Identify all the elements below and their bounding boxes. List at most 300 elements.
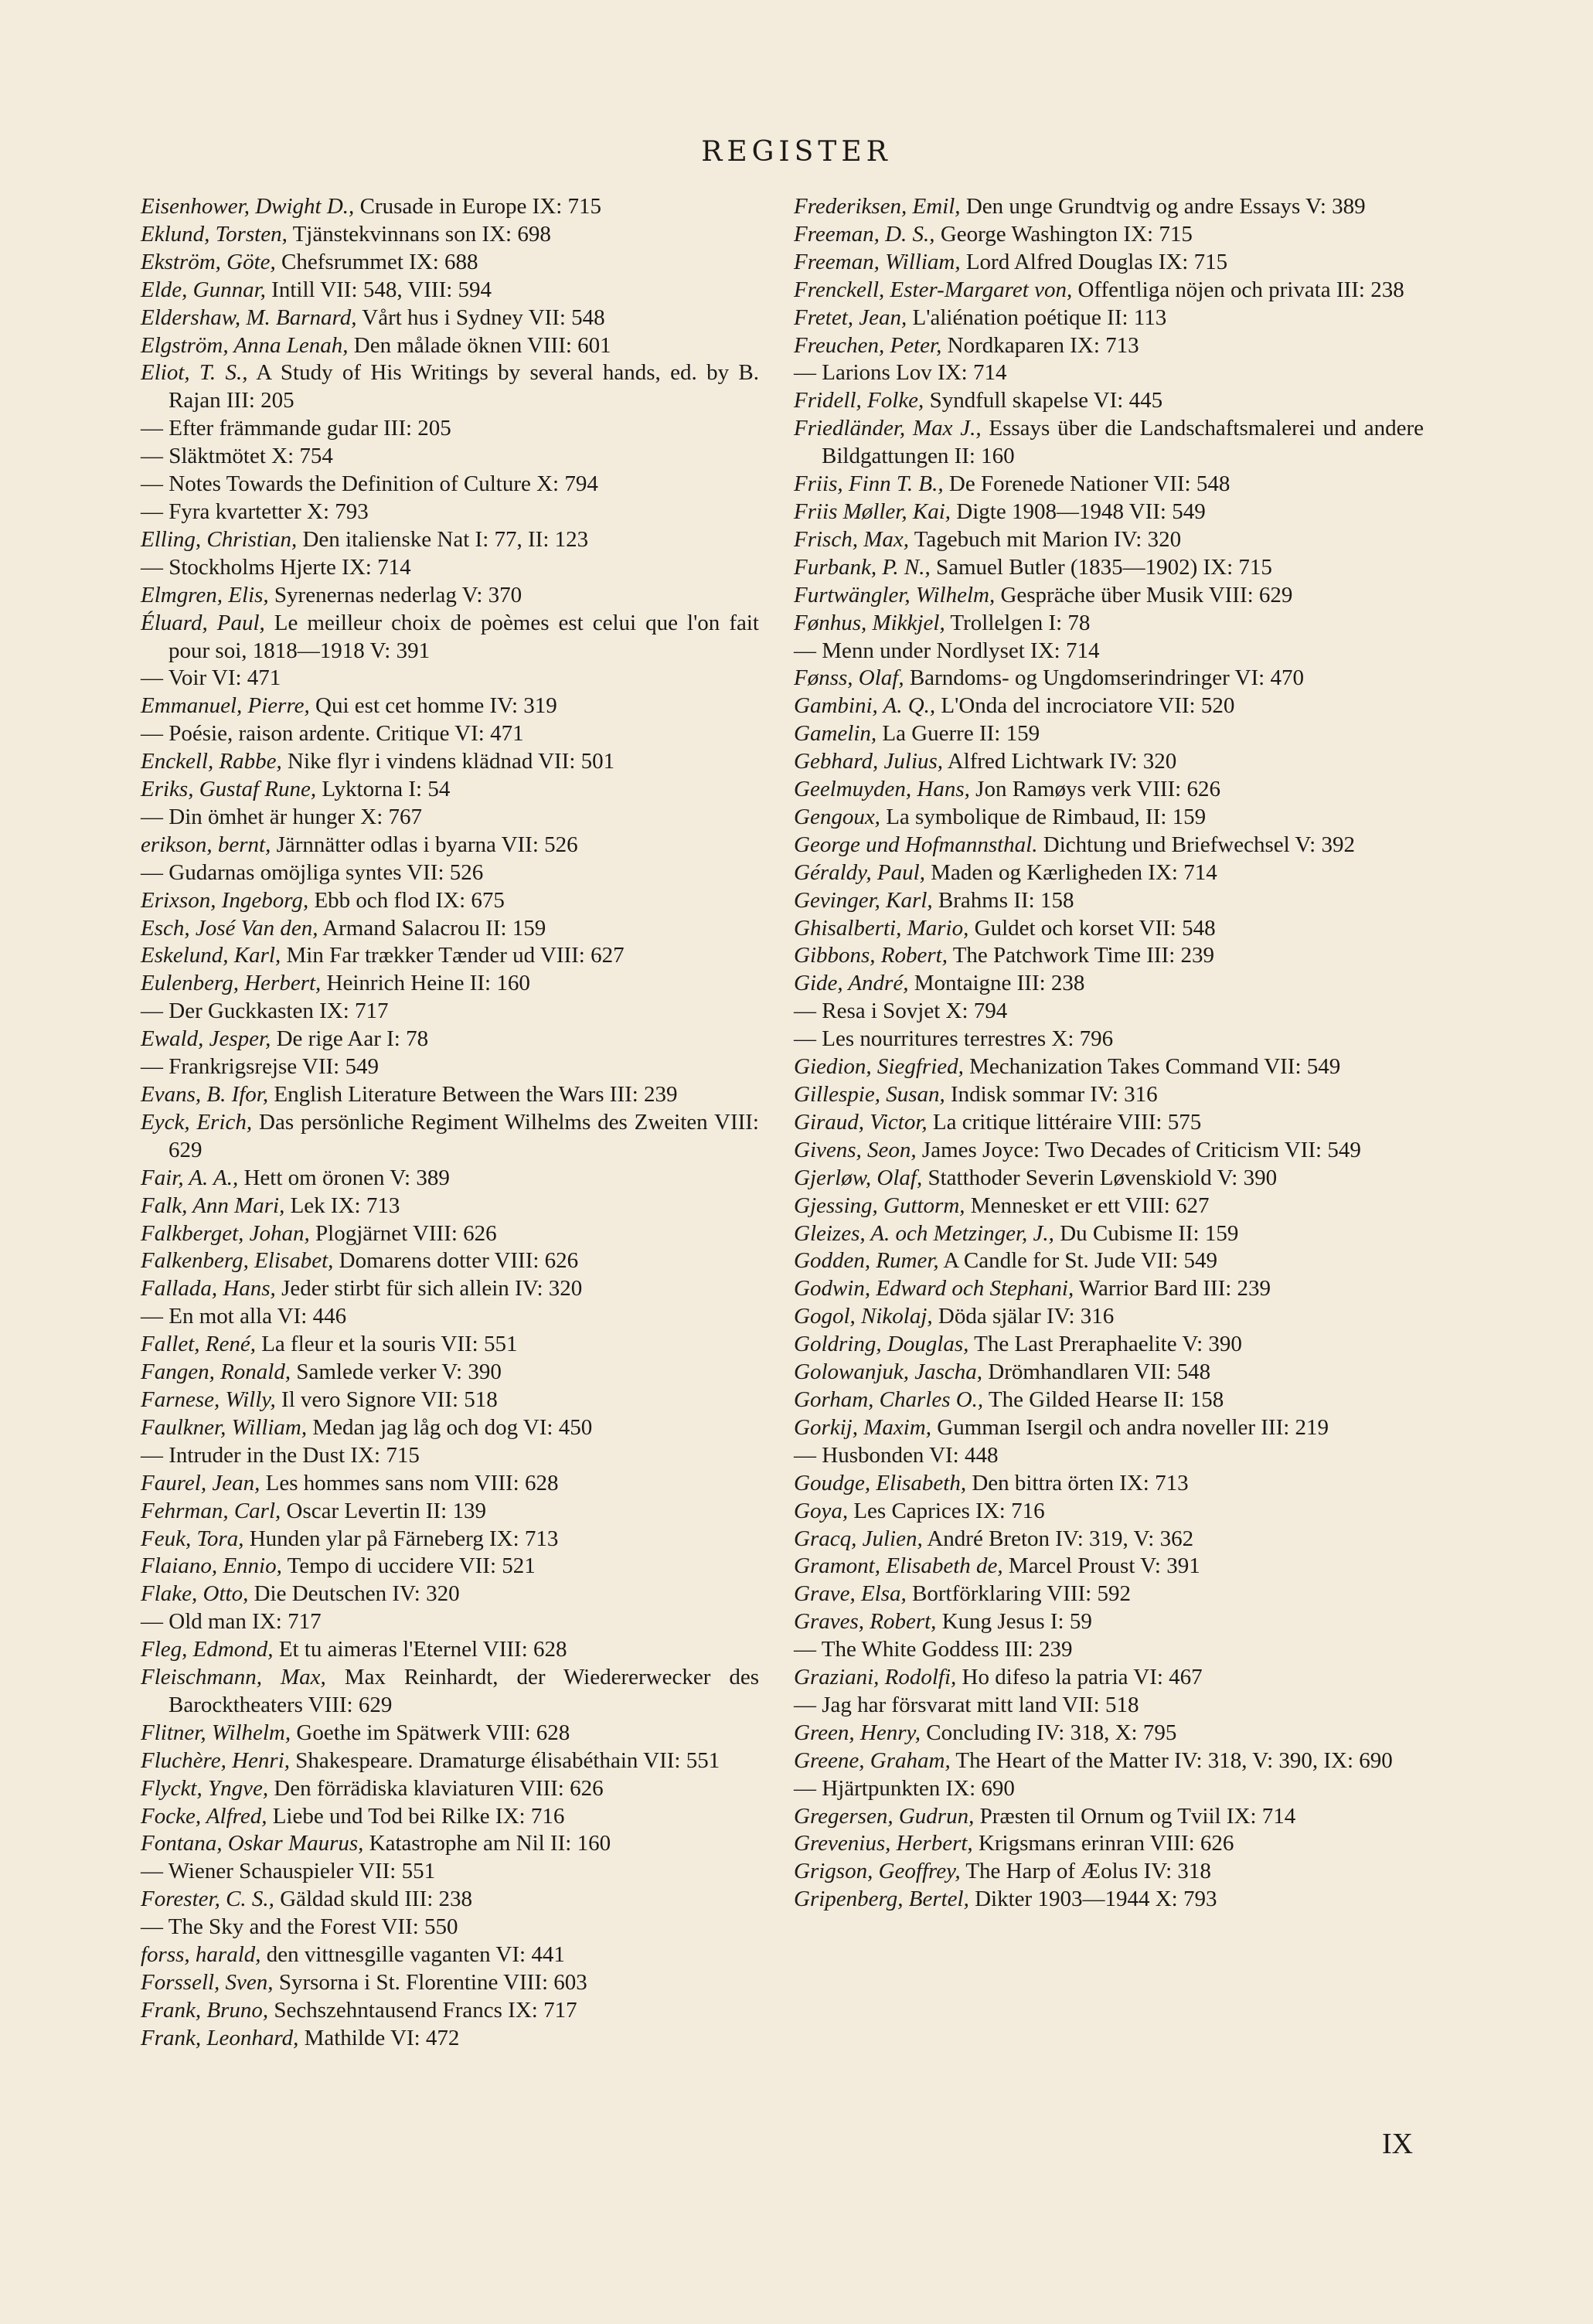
index-entry — [794, 638, 1424, 665]
entry-author: Gengoux, — [794, 804, 880, 829]
entry-title: James Joyce: Two Decades of Criticism VII: 549 — [916, 1137, 1361, 1162]
entry-title: Syrenernas nederlag V: 370 — [268, 582, 522, 607]
index-entry — [794, 1830, 1424, 1858]
index-entry — [794, 610, 1424, 638]
entry-title: La Guerre II: 159 — [876, 721, 1040, 747]
index-entry — [794, 554, 1424, 582]
index-entry — [141, 1498, 759, 1526]
entry-title: A Study of His Writings by several hands, ed. by B. Rajan III: 205 — [168, 360, 759, 413]
index-entry — [794, 526, 1424, 554]
index-entry — [141, 1941, 759, 1969]
entry-author: Eyck, Erich, — [141, 1109, 253, 1135]
entry-author: Friis, Finn T. B., — [794, 471, 944, 497]
entry-title: Katastrophe am Nil II: 160 — [363, 1831, 611, 1856]
entry-title: Döda själar IV: 316 — [932, 1304, 1115, 1329]
entry-title: Intill VII: 548, VIII: 594 — [265, 277, 492, 302]
entry-title: Plogjärnet VIII: 626 — [309, 1220, 497, 1246]
entry-author: Grigson, Geoffrey, — [794, 1859, 961, 1884]
index-entry — [141, 1775, 759, 1803]
index-entry — [141, 665, 759, 692]
entry-author: Giedion, Siegfried, — [794, 1054, 964, 1080]
index-entry — [141, 692, 759, 720]
index-entry — [794, 1193, 1424, 1220]
entry-title: Nike flyr i vindens klädnad VII: 501 — [281, 749, 615, 774]
entry-title: Heinrich Heine II: 160 — [321, 971, 530, 996]
index-entry — [141, 859, 759, 887]
entry-author: Falkberget, Johan, — [141, 1220, 310, 1246]
entry-title: The Heart of the Matter IV: 318, V: 390, IX: 690 — [950, 1747, 1393, 1773]
index-entry — [141, 443, 759, 471]
entry-title: Järnnätter odlas i byarna VII: 526 — [271, 832, 578, 857]
entry-author: Frank, Leonhard, — [141, 2025, 299, 2050]
index-entry — [141, 1081, 759, 1109]
entry-author: Fleischmann, Max, — [141, 1665, 326, 1690]
entry-title: Barndoms- og Ungdomserindringer VI: 470 — [904, 665, 1304, 691]
entry-author: Frank, Bruno, — [141, 1997, 269, 2023]
entry-title: — Der Guckkasten IX: 717 — [141, 999, 389, 1024]
index-entry — [794, 915, 1424, 943]
index-entry — [794, 1414, 1424, 1442]
entry-title: Den italienske Nat I: 77, II: 123 — [297, 526, 589, 552]
entry-title: De Forenede Nationer VII: 548 — [943, 471, 1230, 497]
entry-author: Gide, André, — [794, 971, 909, 996]
entry-author: Elgström, Anna Lenah, — [141, 332, 349, 358]
entry-author: Friedländer, Max J., — [794, 416, 982, 441]
index-entry — [141, 1026, 759, 1053]
index-entry — [794, 1858, 1424, 1886]
entry-author: Elde, Gunnar, — [141, 277, 266, 302]
index-entry — [141, 1165, 759, 1193]
index-entry — [141, 193, 759, 221]
entry-title: Samlede verker V: 390 — [291, 1359, 502, 1385]
entry-title: Krigsmans erinran VIII: 626 — [972, 1831, 1234, 1856]
entry-author: Gracq, Julien, — [794, 1526, 923, 1551]
index-entry — [794, 720, 1424, 748]
entry-title: — Voir VI: 471 — [141, 665, 281, 691]
entry-author: Frisch, Max, — [794, 526, 909, 552]
entry-author: Gibbons, Robert, — [794, 943, 948, 968]
entry-title: Samuel Butler (1835—1902) IX: 715 — [930, 554, 1272, 580]
index-entry — [794, 1803, 1424, 1831]
entry-title: Guldet och korset VII: 548 — [968, 915, 1216, 941]
entry-author: Ekström, Göte, — [141, 249, 276, 274]
entry-title: Les Caprices IX: 716 — [848, 1498, 1045, 1523]
entry-title: Domarens dotter VIII: 626 — [333, 1248, 579, 1274]
entry-title: Oscar Levertin II: 139 — [281, 1498, 486, 1523]
entry-title: Syndfull skapelse VI: 445 — [924, 388, 1163, 413]
index-entry — [141, 776, 759, 804]
index-entry — [141, 998, 759, 1026]
entry-title: Max Reinhardt, der Wiedererwecker des Barocktheaters VIII: 629 — [168, 1665, 759, 1717]
index-entry — [141, 1359, 759, 1387]
index-entry — [794, 1886, 1424, 1914]
index-entry — [794, 1636, 1424, 1664]
index-entry — [141, 942, 759, 970]
index-entry — [794, 1247, 1424, 1275]
entry-title: La fleur et la souris VII: 551 — [255, 1332, 518, 1357]
entry-title: Den bittra örten IX: 713 — [966, 1470, 1189, 1495]
entry-title: Armand Salacrou II: 159 — [318, 915, 546, 941]
entry-title: Dichtung und Briefwechsel V: 392 — [1037, 832, 1355, 857]
entry-author: Ewald, Jesper, — [141, 1026, 271, 1052]
index-entry — [141, 1969, 759, 1997]
entry-title: Ho difeso la patria VI: 467 — [956, 1665, 1203, 1690]
entry-title: — Efter främmande gudar III: 205 — [141, 416, 451, 441]
index-entry — [141, 1275, 759, 1303]
entry-title: Statthoder Severin Løvenskiold V: 390 — [922, 1165, 1278, 1190]
entry-author: Eulenberg, Herbert, — [141, 971, 322, 996]
index-entry — [794, 471, 1424, 498]
entry-title: — Din ömhet är hunger X: 767 — [141, 804, 423, 829]
index-entry — [794, 387, 1424, 415]
entry-title: — Fyra kvartetter X: 793 — [141, 498, 369, 524]
entry-author: Gamelin, — [794, 721, 877, 747]
entry-author: Faulkner, William, — [141, 1414, 308, 1440]
entry-title: The Harp of Æolus IV: 318 — [960, 1859, 1211, 1884]
entry-author: Fønss, Olaf, — [794, 665, 904, 691]
index-entry — [141, 359, 759, 415]
index-entry — [141, 1220, 759, 1248]
entry-author: Givens, Seon, — [794, 1137, 917, 1162]
entry-title: Maden og Kærligheden IX: 714 — [924, 859, 1217, 885]
entry-title: Lyktorna I: 54 — [316, 777, 451, 802]
entry-author: Freeman, D. S., — [794, 221, 935, 247]
index-entry — [794, 582, 1424, 610]
entry-title: Die Deutschen IV: 320 — [248, 1581, 460, 1607]
index-entry — [141, 1664, 759, 1720]
entry-author: Eklund, Torsten, — [141, 221, 288, 247]
entry-title: L'Onda del incrociatore VII: 520 — [935, 693, 1235, 719]
entry-author: Fønhus, Mikkjel, — [794, 610, 945, 635]
entry-title: Hunden ylar på Färneberg IX: 713 — [243, 1526, 559, 1551]
entry-author: Eskelund, Karl, — [141, 943, 281, 968]
entry-title: Das persönliche Regiment Wilhelms des Zweiten VIII: 629 — [168, 1109, 759, 1162]
index-entry — [141, 1526, 759, 1553]
entry-title: — Notes Towards the Definition of Culture X: 794 — [141, 471, 598, 497]
entry-title: — Wiener Schauspieler VII: 551 — [141, 1859, 436, 1884]
entry-title: — Husbonden VI: 448 — [794, 1442, 999, 1468]
entry-title: Præsten til Ornum og Tviil IX: 714 — [974, 1803, 1296, 1829]
index-entry — [141, 1247, 759, 1275]
entry-author: Fontana, Oskar Maurus, — [141, 1831, 364, 1856]
entry-author: Fallada, Hans, — [141, 1276, 276, 1302]
entry-author: Emmanuel, Pierre, — [141, 693, 310, 719]
index-entry — [794, 1331, 1424, 1359]
index-column-right — [794, 193, 1424, 1914]
entry-title: Et tu aimeras l'Eternel VIII: 628 — [273, 1637, 567, 1662]
entry-author: Gogol, Nikolaj, — [794, 1304, 933, 1329]
entry-author: Geelmuyden, Hans, — [794, 777, 970, 802]
entry-author: Gjessing, Guttorm, — [794, 1193, 965, 1218]
index-entry — [141, 970, 759, 998]
index-entry — [141, 277, 759, 305]
entry-author: Greene, Graham, — [794, 1747, 951, 1773]
entry-title: Lek IX: 713 — [284, 1193, 400, 1218]
index-entry — [794, 970, 1424, 998]
entry-title: — Släktmötet X: 754 — [141, 444, 333, 469]
index-entry — [794, 1137, 1424, 1165]
index-entry — [794, 1359, 1424, 1387]
entry-title: Montaigne III: 238 — [908, 971, 1085, 996]
index-entry — [141, 305, 759, 332]
entry-author: Giraud, Victor, — [794, 1109, 928, 1135]
index-entry — [794, 832, 1424, 859]
entry-author: Eriks, Gustaf Rune, — [141, 777, 317, 802]
index-entry — [141, 1414, 759, 1442]
entry-title: Shakespeare. Dramaturge élisabéthain VII: 551 — [290, 1747, 720, 1773]
entry-title: Qui est cet homme IV: 319 — [309, 693, 557, 719]
entry-title: Drömhandlaren VII: 548 — [982, 1359, 1211, 1385]
index-entry — [141, 832, 759, 859]
entry-title: Medan jag låg och dog VI: 450 — [307, 1414, 593, 1440]
entry-title: Liebe und Tod bei Rilke IX: 716 — [267, 1803, 565, 1829]
index-entry — [794, 1109, 1424, 1137]
index-entry — [794, 942, 1424, 970]
index-entry — [141, 720, 759, 748]
index-entry — [794, 1608, 1424, 1636]
entry-title: Crusade in Europe IX: 715 — [354, 194, 602, 219]
index-entry — [141, 1387, 759, 1414]
index-entry — [794, 998, 1424, 1026]
entry-title: Goethe im Spätwerk VIII: 628 — [291, 1720, 570, 1745]
entry-title: L'aliénation poétique II: 113 — [907, 305, 1167, 330]
entry-title: André Breton IV: 319, V: 362 — [922, 1526, 1194, 1551]
entry-title: Du Cubisme II: 159 — [1053, 1220, 1239, 1246]
entry-title: Tjänstekvinnans son IX: 698 — [287, 221, 551, 247]
index-entry — [794, 1275, 1424, 1303]
entry-title: De rige Aar I: 78 — [271, 1026, 429, 1052]
entry-title: — Menn under Nordlyset IX: 714 — [794, 638, 1100, 663]
index-entry — [794, 1081, 1424, 1109]
entry-author: Farnese, Willy, — [141, 1387, 276, 1412]
index-entry — [794, 498, 1424, 526]
entry-title: — Resa i Sovjet X: 794 — [794, 999, 1008, 1024]
index-entry — [141, 1747, 759, 1775]
entry-title: — En mot alla VI: 446 — [141, 1304, 347, 1329]
entry-title: Den målade öknen VIII: 601 — [348, 332, 611, 358]
entry-author: Gillespie, Susan, — [794, 1082, 945, 1107]
index-entry — [794, 1720, 1424, 1747]
entry-author: Falkenberg, Elisabet, — [141, 1248, 334, 1274]
entry-author: Godwin, Edward och Stephani, — [794, 1276, 1074, 1302]
index-entry — [141, 1720, 759, 1747]
entry-title: Vårt hus i Sydney VII: 548 — [356, 305, 605, 330]
entry-author: Fehrman, Carl, — [141, 1498, 281, 1523]
index-entry — [794, 1553, 1424, 1581]
index-entry — [794, 1442, 1424, 1470]
entry-title: — Larions Lov IX: 714 — [794, 360, 1007, 386]
entry-title: Alfred Lichtwark IV: 320 — [943, 749, 1177, 774]
entry-author: Graziani, Rodolfi, — [794, 1665, 957, 1690]
entry-author: Freuchen, Peter, — [794, 332, 942, 358]
index-entry — [794, 1470, 1424, 1498]
entry-author: forss, harald, — [141, 1942, 261, 1968]
entry-author: Fallet, René, — [141, 1332, 256, 1357]
entry-author: Evans, B. Ifor, — [141, 1082, 269, 1107]
entry-title: — Jag har försvarat mitt land VII: 518 — [794, 1692, 1139, 1717]
entry-title: La symbolique de Rimbaud, II: 159 — [880, 804, 1207, 829]
index-entry — [141, 915, 759, 943]
index-entry — [794, 221, 1424, 249]
entry-title: The Gilded Hearse II: 158 — [983, 1387, 1224, 1412]
entry-title: Bortförklaring VIII: 592 — [906, 1581, 1131, 1607]
entry-title: Concluding IV: 318, X: 795 — [921, 1720, 1177, 1745]
entry-title: Les hommes sans nom VIII: 628 — [260, 1470, 559, 1495]
entry-title: A Candle for St. Jude VII: 549 — [938, 1248, 1218, 1274]
index-entry — [794, 692, 1424, 720]
index-entry — [141, 332, 759, 360]
entry-author: Graves, Robert, — [794, 1609, 937, 1635]
entry-author: Gjerløw, Olaf, — [794, 1165, 923, 1190]
index-entry — [794, 1581, 1424, 1608]
entry-author: Gleizes, A. och Metzinger, J., — [794, 1220, 1054, 1246]
page-title: REGISTER — [701, 136, 892, 168]
entry-author: Fridell, Folke, — [794, 388, 924, 413]
entry-author: Feuk, Tora, — [141, 1526, 244, 1551]
entry-author: Golowanjuk, Jascha, — [794, 1359, 983, 1385]
index-entry — [141, 1830, 759, 1858]
index-entry — [794, 277, 1424, 305]
entry-title: Mennesket er ett VIII: 627 — [965, 1193, 1210, 1218]
entry-title: English Literature Between the Wars III: 239 — [268, 1082, 678, 1107]
index-entry — [141, 498, 759, 526]
index-entry — [794, 1747, 1424, 1775]
index-entry — [141, 2025, 759, 2053]
index-entry — [141, 1193, 759, 1220]
entry-author: Goudge, Elisabeth, — [794, 1470, 967, 1495]
entry-author: Fretet, Jean, — [794, 305, 907, 330]
entry-author: Gambini, A. Q., — [794, 693, 936, 719]
entry-title: Indisk sommar IV: 316 — [945, 1082, 1158, 1107]
entry-author: Fluchère, Henri, — [141, 1747, 291, 1773]
entry-title: Kung Jesus I: 59 — [936, 1609, 1092, 1635]
entry-author: Elmgren, Elis, — [141, 582, 269, 607]
entry-author: Gregersen, Gudrun, — [794, 1803, 975, 1829]
entry-title: Essays über die Landschaftsmalerei und andere Bildgattungen II: 160 — [822, 416, 1424, 469]
entry-title: Warrior Bard III: 239 — [1074, 1276, 1271, 1302]
entry-title: Gumman Isergil och andra noveller III: 219 — [931, 1414, 1329, 1440]
entry-title: — Intruder in the Dust IX: 715 — [141, 1442, 420, 1468]
entry-author: Goya, — [794, 1498, 849, 1523]
entry-title: Chefsrummet IX: 688 — [275, 249, 478, 274]
index-entry — [794, 249, 1424, 277]
entry-author: Freeman, William, — [794, 249, 961, 274]
index-entry — [141, 1303, 759, 1331]
index-entry — [794, 1303, 1424, 1331]
entry-title: — Poésie, raison ardente. Critique VI: 471 — [141, 721, 524, 747]
index-entry — [794, 1165, 1424, 1193]
index-entry — [794, 1498, 1424, 1526]
entry-author: Elling, Christian, — [141, 526, 298, 552]
entry-title: Ebb och flod IX: 675 — [308, 887, 505, 913]
index-entry — [794, 859, 1424, 887]
entry-author: Flyckt, Yngve, — [141, 1775, 269, 1801]
entry-author: Flake, Otto, — [141, 1581, 249, 1607]
entry-author: Gevinger, Karl, — [794, 887, 933, 913]
entry-title: Tagebuch mit Marion IV: 320 — [909, 526, 1182, 552]
entry-title: Gespräche über Musik VIII: 629 — [995, 582, 1293, 607]
index-entry — [141, 887, 759, 915]
entry-author: Erixson, Ingeborg, — [141, 887, 309, 913]
entry-title: Syrsorna i St. Florentine VIII: 603 — [273, 1970, 587, 1995]
index-entry — [141, 1608, 759, 1636]
index-entry — [141, 249, 759, 277]
entry-title: Dikter 1903—1944 X: 793 — [968, 1887, 1217, 1912]
entry-title: Gäldad skuld III: 238 — [274, 1887, 473, 1912]
index-entry — [141, 1914, 759, 1941]
entry-author: Enckell, Rabbe, — [141, 749, 282, 774]
index-entry — [141, 1636, 759, 1664]
entry-title: Mathilde VI: 472 — [298, 2025, 460, 2050]
entry-author: Ghisalberti, Mario, — [794, 915, 969, 941]
index-entry — [794, 1692, 1424, 1720]
entry-author: Gorkij, Maxim, — [794, 1414, 931, 1440]
entry-author: Frederiksen, Emil, — [794, 194, 961, 219]
entry-author: Forester, C. S., — [141, 1887, 274, 1912]
entry-author: Gorham, Charles O., — [794, 1387, 984, 1412]
entry-title: — Gudarnas omöjliga syntes VII: 526 — [141, 859, 484, 885]
entry-title: The Last Preraphaelite V: 390 — [968, 1332, 1242, 1357]
index-entry — [141, 1803, 759, 1831]
entry-author: Esch, José Van den, — [141, 915, 318, 941]
index-column-left — [141, 193, 759, 2053]
entry-title: Tempo di uccidere VII: 521 — [281, 1553, 536, 1579]
index-entry — [141, 1109, 759, 1165]
index-entry — [794, 887, 1424, 915]
entry-author: Fleg, Edmond, — [141, 1637, 274, 1662]
index-entry — [794, 1053, 1424, 1081]
entry-title: Mechanization Takes Command VII: 549 — [963, 1054, 1341, 1080]
entry-author: Furbank, P. N., — [794, 554, 931, 580]
entry-author: Fangen, Ronald, — [141, 1359, 291, 1385]
index-entry — [141, 471, 759, 498]
index-entry — [141, 554, 759, 582]
entry-title: Jon Ramøys verk VIII: 626 — [969, 777, 1220, 802]
index-entry — [141, 582, 759, 610]
entry-title: Le meilleur choix de poèmes est celui que l'on fait pour soi, 1818—1918 V: 391 — [168, 610, 759, 663]
index-entry — [141, 1886, 759, 1914]
entry-title: Offentliga nöjen och privata III: 238 — [1072, 277, 1404, 302]
entry-author: Goldring, Douglas, — [794, 1332, 969, 1357]
entry-author: Godden, Rumer, — [794, 1248, 939, 1274]
index-entry — [141, 804, 759, 832]
entry-author: erikson, bernt, — [141, 832, 271, 857]
entry-title: — The Sky and the Forest VII: 550 — [141, 1914, 458, 1940]
entry-author: Frenckell, Ester-Margaret von, — [794, 277, 1073, 302]
index-entry — [794, 665, 1424, 692]
entry-title: — Old man IX: 717 — [141, 1609, 322, 1635]
index-entry — [794, 332, 1424, 360]
index-entry — [794, 776, 1424, 804]
entry-title: den vittnesgille vaganten VI: 441 — [260, 1942, 565, 1968]
entry-title: Digte 1908—1948 VII: 549 — [951, 498, 1206, 524]
entry-title: Brahms II: 158 — [932, 887, 1074, 913]
index-entry — [141, 1553, 759, 1581]
entry-author: Forssell, Sven, — [141, 1970, 274, 1995]
entry-title: George Washington IX: 715 — [934, 221, 1193, 247]
entry-author: Furtwängler, Wilhelm, — [794, 582, 996, 607]
entry-title: Il vero Signore VII: 518 — [275, 1387, 498, 1412]
index-entry — [794, 1026, 1424, 1053]
entry-title: Lord Alfred Douglas IX: 715 — [960, 249, 1228, 274]
entry-title: La critique littéraire VIII: 575 — [927, 1109, 1202, 1135]
entry-author: Green, Henry, — [794, 1720, 921, 1745]
index-entry — [141, 748, 759, 776]
entry-title: Nordkaparen IX: 713 — [941, 332, 1139, 358]
index-entry — [794, 305, 1424, 332]
index-entry — [794, 1664, 1424, 1692]
entry-title: — The White Goddess III: 239 — [794, 1637, 1073, 1662]
